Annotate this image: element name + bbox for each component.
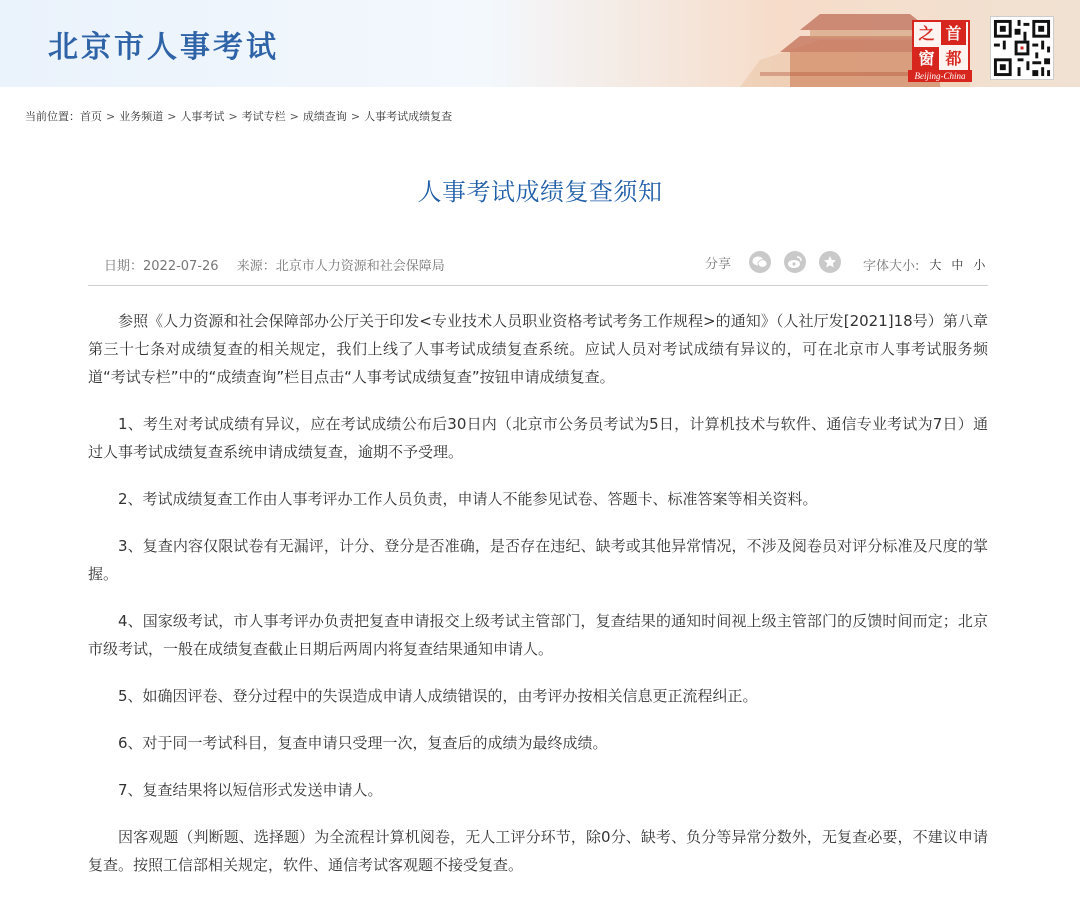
breadcrumb-personnel-exam[interactable]: 人事考试: [180, 110, 225, 123]
seal-char: 之: [918, 24, 935, 43]
closing-paragraph: 因客观题（判断题、选择题）为全流程计算机阅卷，无人工评分环节，除0分、缺考、负分等异常分数外，无复查必要，不建议申请复查。按照工信部相关规定，软件、通信考试客观题不接受复查。: [88, 828, 988, 874]
breadcrumb-business-channel[interactable]: 业务频道: [119, 110, 164, 123]
rule-paragraph-3: 3、复查内容仅限试卷有无漏评，计分、登分是否准确，是否存在违纪、缺考或其他异常情况，不涉及阅卷员对评分标准及尺度的掌握。: [88, 537, 988, 583]
wechat-icon[interactable]: [749, 251, 771, 273]
article-meta: [104, 255, 459, 274]
breadcrumb-separator: >: [167, 110, 177, 123]
font-size-large-button[interactable]: 大: [929, 258, 942, 272]
breadcrumb-prefix: 当前位置：: [25, 110, 80, 123]
site-title[interactable]: 北京市人事考试: [48, 30, 279, 65]
seal-char: 首: [941, 22, 966, 45]
breadcrumb-home[interactable]: 首页: [80, 110, 102, 123]
breadcrumb-separator: >: [289, 110, 299, 123]
favorite-icon[interactable]: [819, 251, 841, 273]
seal-caption: Beijing-China: [908, 70, 972, 82]
rule-paragraph-2: 2、考试成绩复查工作由人事考评办工作人员负责，申请人不能参见试卷、答题卡、标准答案等相关资料。: [118, 490, 818, 508]
breadcrumb-score-query[interactable]: 成绩查询: [302, 110, 347, 123]
intro-paragraph: 参照《人力资源和社会保障部办公厅关于印发<专业技术人员职业资格考试考务工作规程>的通知》（人社厅发[2021]18号）第八章第三十七条对成绩复查的相关规定，我们上线了人事考试成绩复查系统。应试人员对考试成绩有异议的，可在北京市人事考试服务频道“考试专栏”中的“成绩查询”栏目点击“人事考试成绩复查”按钮申请成绩复查。: [88, 312, 988, 386]
breadcrumb: [25, 108, 452, 124]
breadcrumb-exam-column[interactable]: 考试专栏: [241, 110, 286, 123]
seal-char: 窗: [914, 47, 939, 70]
seal-char: 都: [945, 49, 962, 68]
qr-code-icon[interactable]: [990, 16, 1054, 80]
rule-paragraph-1: 1、考生对考试成绩有异议，应在考试成绩公布后30日内（北京市公务员考试为5日，计算机技术与软件、通信专业考试为7日）通过人事考试成绩复查系统申请成绩复查，逾期不予受理。: [88, 415, 988, 461]
rule-paragraph-4: 4、国家级考试，市人事考评办负责把复查申请报交上级考试主管部门，复查结果的通知时间视上级主管部门的反馈时间而定；北京市级考试，一般在成绩复查截止日期后两周内将复查结果通知申请人。: [88, 612, 988, 658]
capital-window-logo[interactable]: [912, 20, 970, 74]
share-bar: [705, 250, 854, 274]
weibo-icon[interactable]: [784, 251, 806, 273]
share-label: 分享: [705, 256, 732, 272]
rule-paragraph-6: 6、对于同一考试科目，复查申请只受理一次，复查后的成绩为最终成绩。: [118, 734, 608, 752]
breadcrumb-current-page[interactable]: 人事考试成绩复查: [364, 110, 453, 123]
font-size-switcher: [863, 255, 985, 274]
article-date: 日期：2022-07-26: [104, 259, 219, 274]
font-size-label: 字体大小:: [863, 259, 920, 274]
site-header: [0, 0, 1080, 87]
font-size-medium-button[interactable]: 中: [951, 258, 964, 272]
breadcrumb-separator: >: [350, 110, 361, 123]
rule-paragraph-5: 5、如确因评卷、登分过程中的失误造成申请人成绩错误的，由考评办按相关信息更正流程纠正。: [118, 687, 758, 705]
article-source: 来源：北京市人力资源和社会保障局: [236, 259, 445, 274]
article-title: 人事考试成绩复查须知: [417, 178, 663, 206]
article-body: [88, 307, 988, 898]
breadcrumb-separator: >: [228, 110, 238, 123]
meta-divider: [88, 285, 988, 286]
font-size-small-button[interactable]: 小: [973, 258, 986, 272]
breadcrumb-separator: >: [106, 110, 116, 123]
rule-paragraph-7: 7、复查结果将以短信形式发送申请人。: [118, 781, 383, 799]
